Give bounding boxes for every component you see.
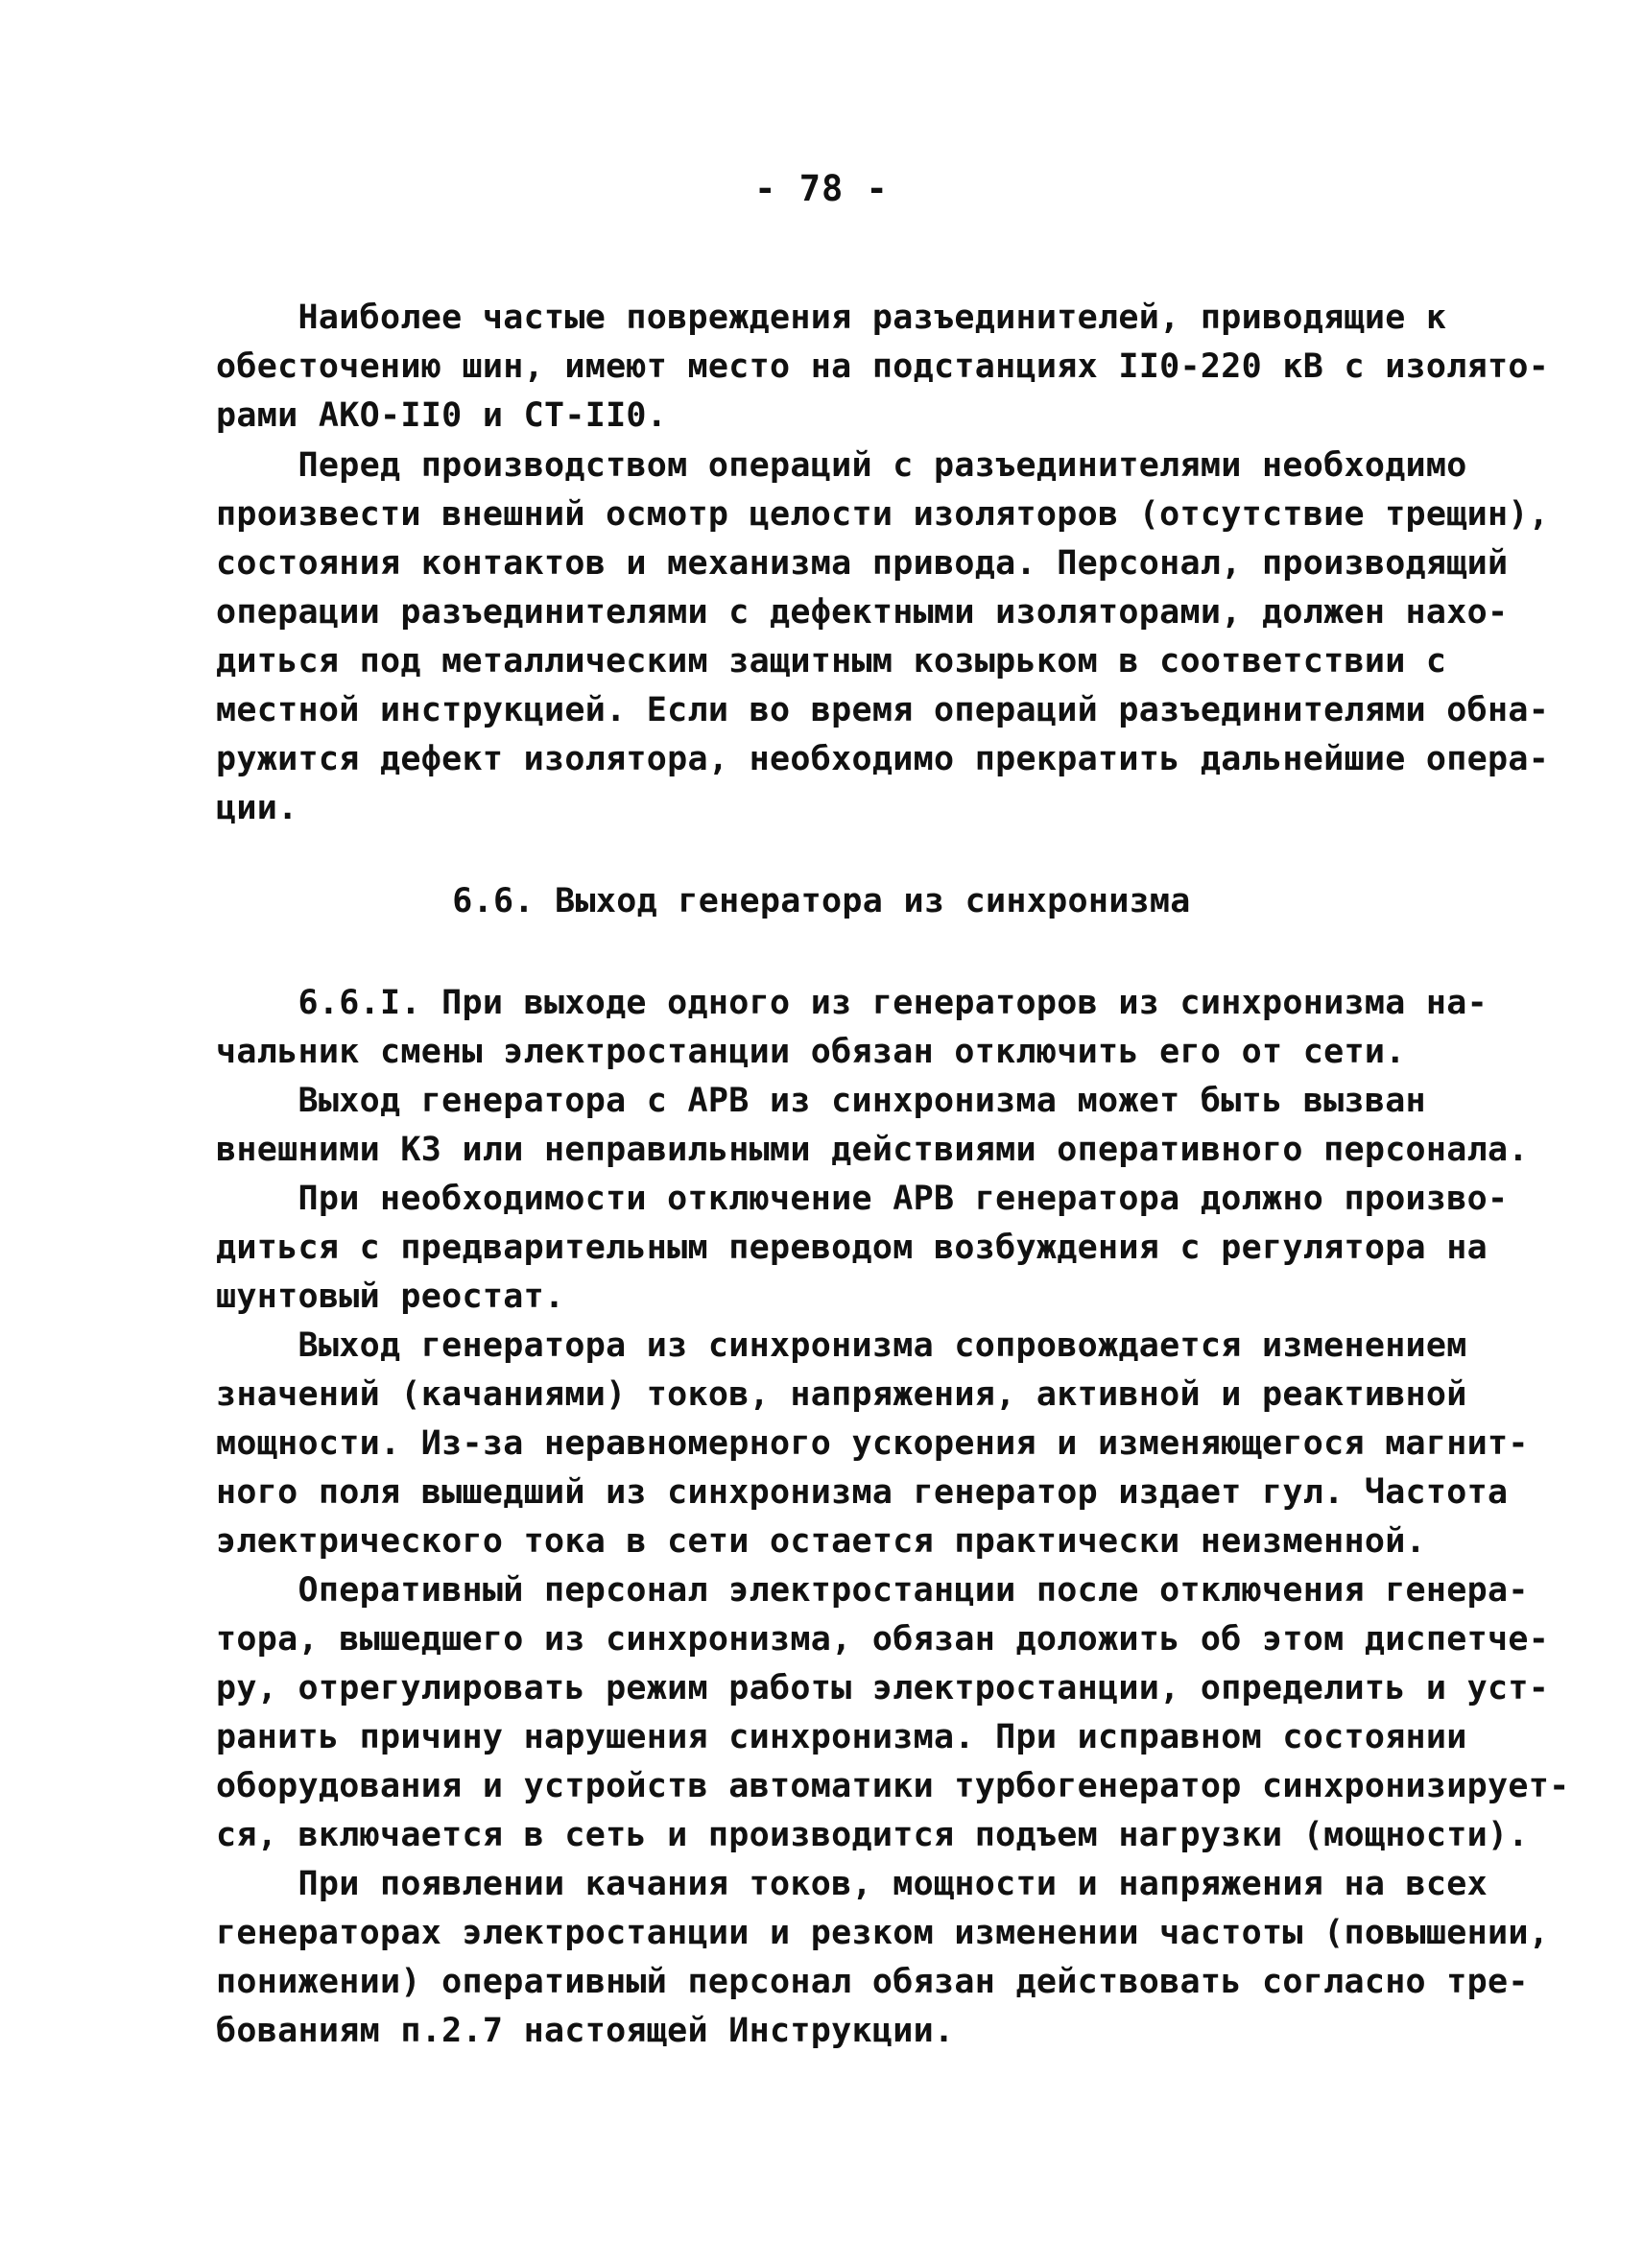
text-line: ру, отрегулировать режим работы электростанции, определить и уст- (216, 1669, 1550, 1707)
text-line: мощности. Из-за неравномерного ускорения и изменяющегося магнит- (216, 1424, 1529, 1463)
text-line: состояния контактов и механизма привода. Персонал, производящий (216, 544, 1509, 583)
text-line: понижении) оперативный персонал обязан действовать согласно тре- (216, 1963, 1529, 2001)
text-line: диться с предварительным переводом возбуждения с регулятора на (216, 1229, 1488, 1267)
text-line: Выход генератора из синхронизма сопровождается изменением (216, 1326, 1467, 1365)
text-line: оборудования и устройств автоматики турбогенератор синхронизирует- (216, 1767, 1570, 1805)
text-line: местной инструкцией. Если во время операций разъединителями обна- (216, 691, 1550, 729)
text-line: ружится дефект изолятора, необходимо прекратить дальнейшие опера- (216, 740, 1550, 778)
text-line: генераторах электростанции и резком изменении частоты (повышении, (216, 1914, 1550, 1952)
text-line: бованиям п.2.7 настоящей Инструкции. (216, 2012, 955, 2050)
text-line: обесточению шин, имеют место на подстанциях II0-220 кВ с изолято- (216, 347, 1550, 386)
text-line: тора, вышедшего из синхронизма, обязан доложить об этом диспетче- (216, 1620, 1550, 1659)
page-number: - 78 - (754, 168, 889, 209)
text-line: произвести внешний осмотр целости изоляторов (отсутствие трещин), (216, 495, 1550, 534)
text-line: При появлении качания токов, мощности и напряжения на всех (216, 1865, 1488, 1903)
section-heading: 6.6. Выход генератора из синхронизма (452, 882, 1191, 920)
text-line: При необходимости отключение АРВ генератора должно произво- (216, 1180, 1509, 1218)
text-line: Выход генератора с АРВ из синхронизма может быть вызван (216, 1082, 1426, 1120)
text-line: шунтовый реостат. (216, 1277, 565, 1316)
text-line: ции. (216, 789, 298, 827)
text-line: Наиболее частые повреждения разъединителей, приводящие к (216, 298, 1447, 337)
text-line: электрического тока в сети остается практически неизменной. (216, 1522, 1426, 1561)
text-line: ранить причину нарушения синхронизма. При исправном состоянии (216, 1718, 1467, 1756)
text-line: операции разъединителями с дефектными изоляторами, должен нахо- (216, 593, 1509, 632)
text-line: ся, включается в сеть и производится подъем нагрузки (мощности). (216, 1816, 1529, 1854)
text-line: рами АКО-II0 и СТ-II0. (216, 396, 668, 435)
text-line: чальник смены электростанции обязан отключить его от сети. (216, 1033, 1406, 1071)
text-line: Перед производством операций с разъединителями необходимо (216, 446, 1467, 485)
text-line: Оперативный персонал электростанции после отключения генера- (216, 1571, 1529, 1610)
text-line: ного поля вышедший из синхронизма генератор издает гул. Частота (216, 1473, 1509, 1512)
text-line: 6.6.I. При выходе одного из генераторов из синхронизма на- (216, 984, 1488, 1022)
text-line: внешними КЗ или неправильными действиями оперативного персонала. (216, 1131, 1529, 1169)
text-line: диться под металлическим защитным козырьком в соответствии с (216, 642, 1447, 680)
text-line: значений (качаниями) токов, напряжения, активной и реактивной (216, 1375, 1467, 1414)
